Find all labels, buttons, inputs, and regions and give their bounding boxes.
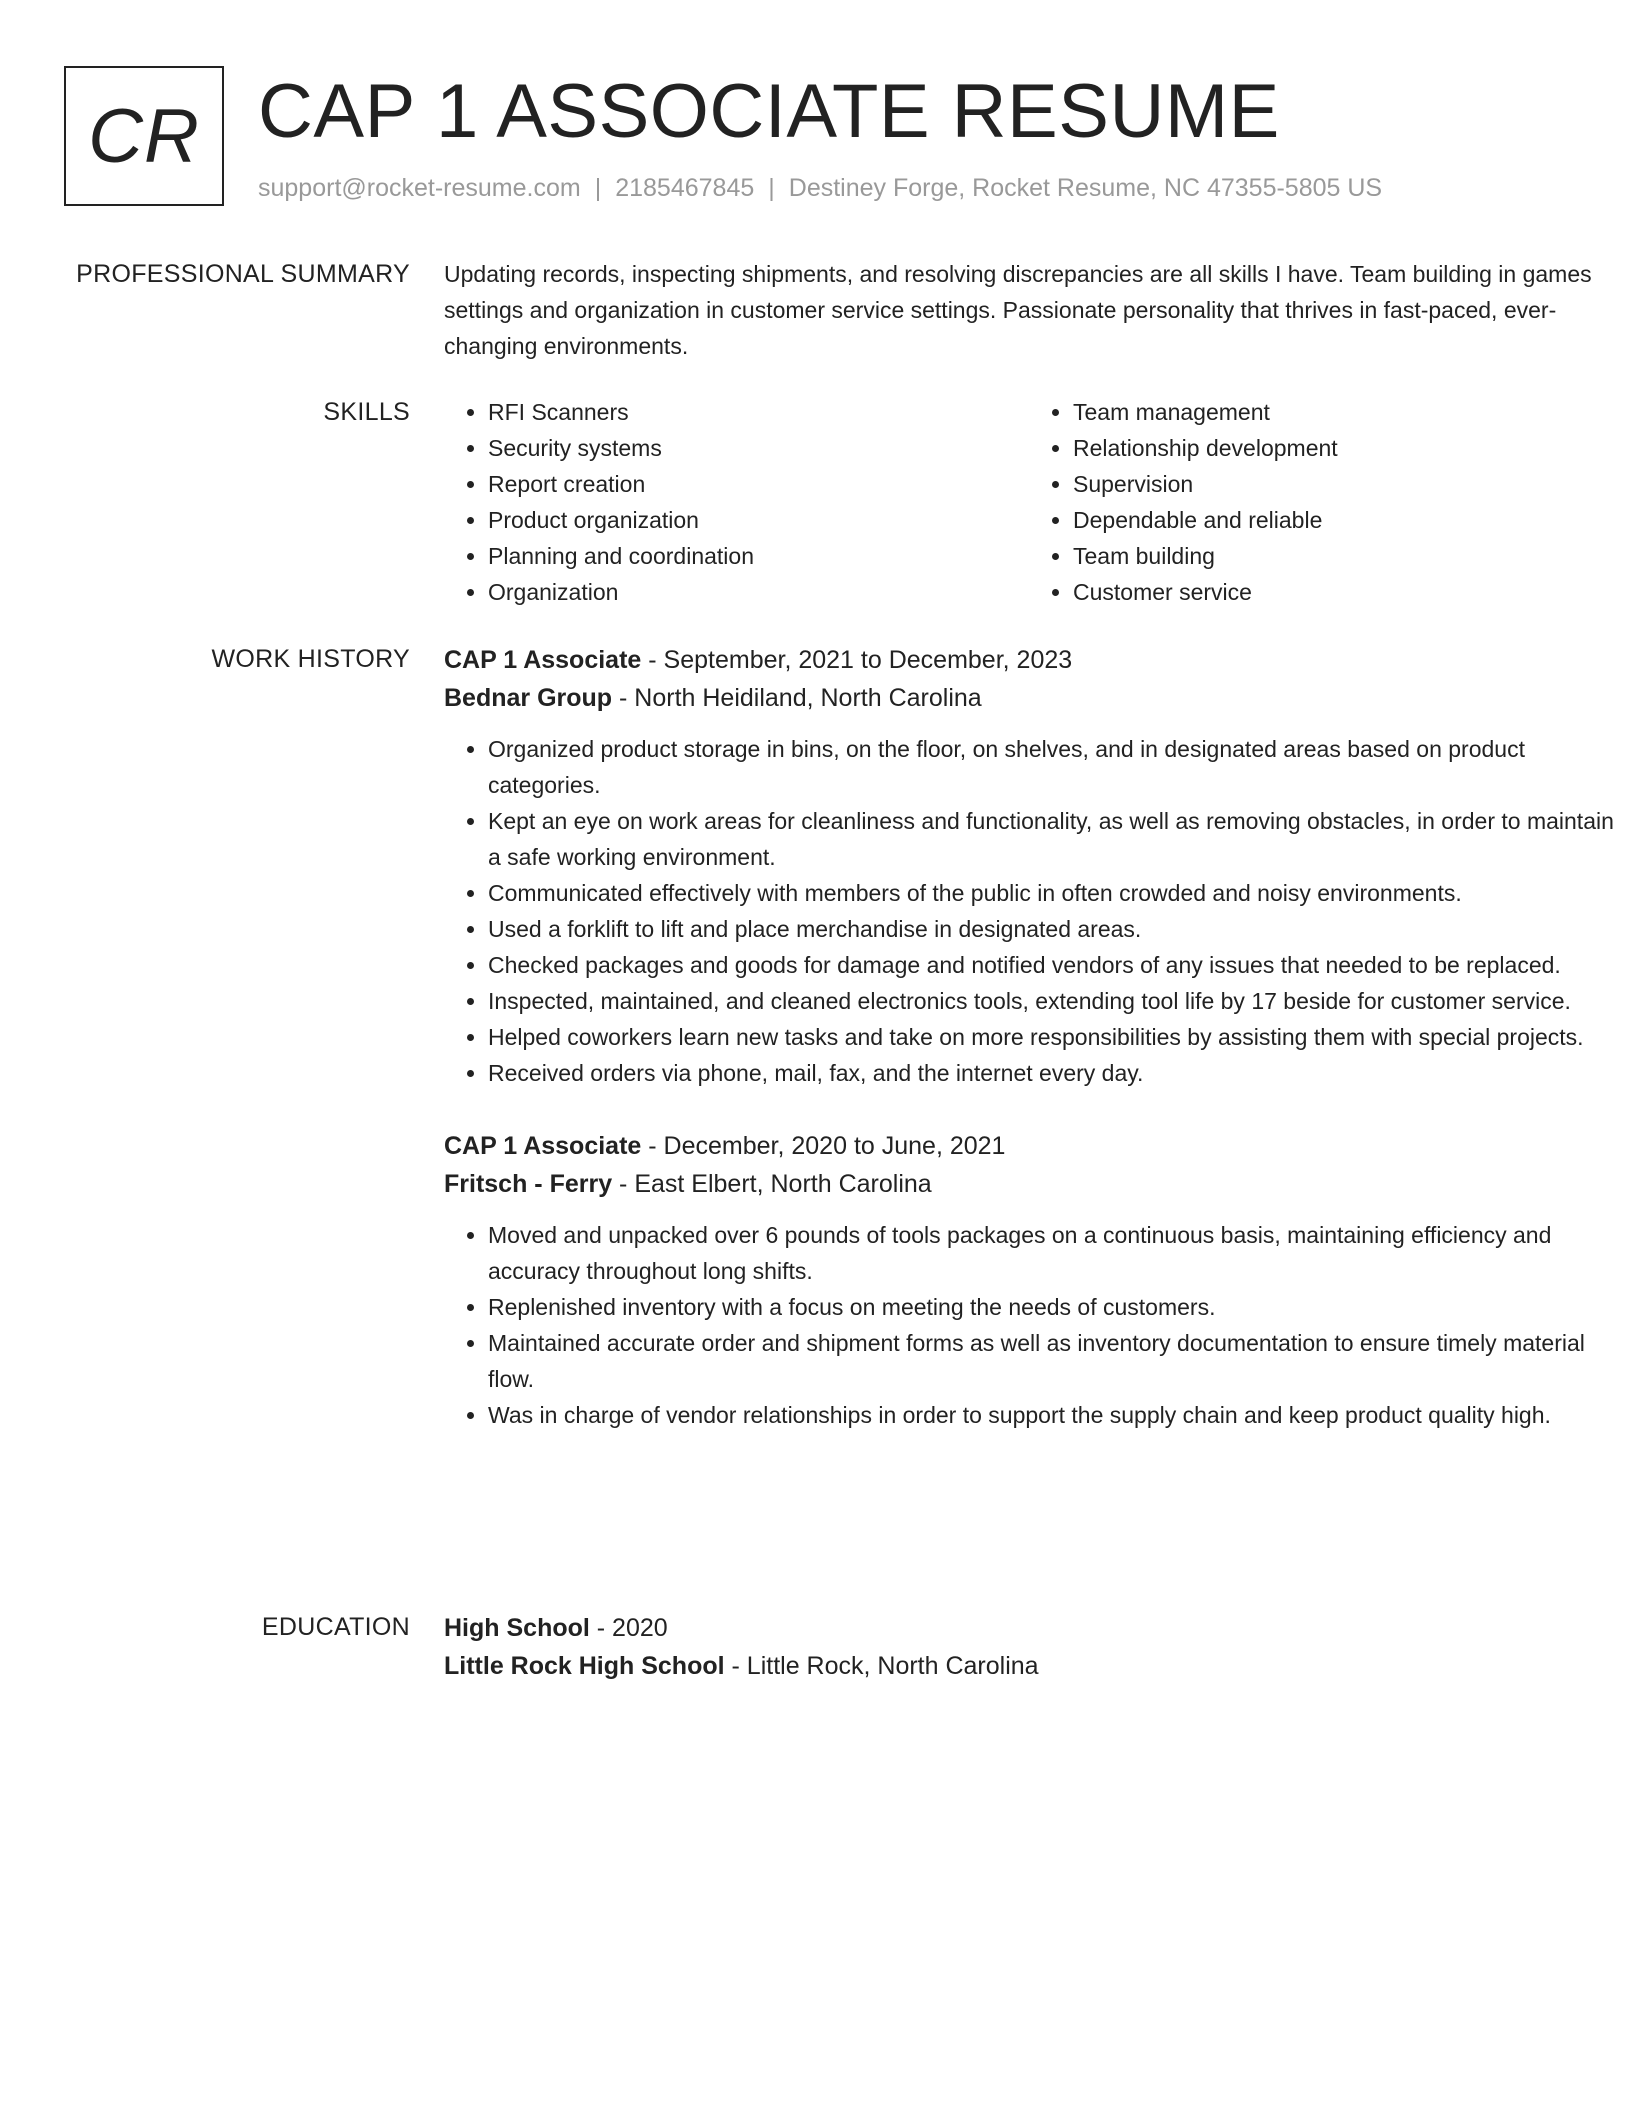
contact-address: Destiney Forge, Rocket Resume, NC 47355-5805 US xyxy=(788,174,1383,202)
job-bullet: • Maintained accurate order and shipment forms as well as inventory documentation to ensure timely material flow. xyxy=(488,1325,1614,1397)
monogram-logo: CR xyxy=(64,66,224,206)
job-entry xyxy=(444,641,1614,1091)
skills-list-right xyxy=(1029,394,1614,610)
contact-email[interactable]: support@rocket-resume.com xyxy=(258,174,581,202)
section-label-summary: PROFESSIONAL SUMMARY xyxy=(76,260,410,288)
job-dates: - December, 2020 to June, 2021 xyxy=(641,1132,1006,1160)
education-school-line xyxy=(444,1647,1614,1685)
job-title: CAP 1 Associate xyxy=(444,1132,642,1160)
skill-item: • Dependable and reliable xyxy=(1073,502,1614,538)
job-entry xyxy=(444,1127,1614,1433)
job-bullet: • Replenished inventory with a focus on meeting the needs of customers. xyxy=(488,1289,1614,1325)
job-bullet: • Received orders via phone, mail, fax, and the internet every day. xyxy=(488,1055,1614,1091)
job-bullet: • Used a forklift to lift and place merchandise in designated areas. xyxy=(488,911,1614,947)
page-title: CAP 1 ASSOCIATE RESUME xyxy=(258,69,1280,154)
skill-item: • Relationship development xyxy=(1073,430,1614,466)
job-location: - North Heidiland, North Carolina xyxy=(612,684,982,712)
section-label-education: EDUCATION xyxy=(261,1613,410,1641)
job-company-line xyxy=(444,1165,1614,1203)
resume-header xyxy=(64,66,1564,210)
job-bullets xyxy=(444,1217,1614,1433)
job-bullets xyxy=(444,731,1614,1091)
skills-body xyxy=(444,394,1614,610)
education-degree-line xyxy=(444,1609,1614,1647)
skill-item: • Customer service xyxy=(1073,574,1614,610)
contact-separator: | xyxy=(768,174,775,202)
skills-list-left xyxy=(444,394,1029,610)
education-location: - Little Rock, North Carolina xyxy=(724,1652,1039,1680)
summary-body xyxy=(444,256,1614,364)
education-degree: High School xyxy=(444,1614,590,1642)
section-label-skills: SKILLS xyxy=(323,398,410,426)
skill-item: • Security systems xyxy=(488,430,1029,466)
contact-phone[interactable]: 2185467845 xyxy=(615,174,755,202)
skill-item: • Planning and coordination xyxy=(488,538,1029,574)
job-title: CAP 1 Associate xyxy=(444,646,642,674)
skill-item: • RFI Scanners xyxy=(488,394,1029,430)
summary-text: Updating records, inspecting shipments, and resolving discrepancies are all skills I have. Team building in games settings and organization in customer service settings. Passionate personality that thrives in fast-paced, ever-changing environments. xyxy=(444,261,1592,359)
education-year: - 2020 xyxy=(589,1614,668,1642)
job-bullet: • Kept an eye on work areas for cleanliness and functionality, as well as removing obstacles, in order to maintain a safe working environment. xyxy=(488,803,1614,875)
skill-item: • Report creation xyxy=(488,466,1029,502)
job-bullet: • Organized product storage in bins, on the floor, on shelves, and in designated areas based on product categories. xyxy=(488,731,1614,803)
job-company: Bednar Group xyxy=(444,684,613,712)
skills-columns xyxy=(444,394,1614,610)
job-bullet: • Moved and unpacked over 6 pounds of tools packages on a continuous basis, maintaining efficiency and accuracy throughout long shifts. xyxy=(488,1217,1614,1289)
job-company: Fritsch - Ferry xyxy=(444,1170,613,1198)
contact-separator: | xyxy=(594,174,602,202)
contact-line xyxy=(258,172,1382,204)
section-label-work: WORK HISTORY xyxy=(211,645,410,673)
job-bullet: • Inspected, maintained, and cleaned electronics tools, extending tool life by 17 beside for customer service. xyxy=(488,983,1614,1019)
job-title-line xyxy=(444,1127,1614,1165)
job-bullet: • Checked packages and goods for damage and notified vendors of any issues that needed to be replaced. xyxy=(488,947,1614,983)
job-company-line xyxy=(444,679,1614,717)
skill-item: • Organization xyxy=(488,574,1029,610)
skill-item: • Team management xyxy=(1073,394,1614,430)
job-bullet: • Was in charge of vendor relationships in order to support the supply chain and keep product quality high. xyxy=(488,1397,1614,1433)
job-bullet: • Helped coworkers learn new tasks and take on more responsibilities by assisting them with special projects. xyxy=(488,1019,1614,1055)
work-body xyxy=(444,641,1614,1433)
job-bullet: • Communicated effectively with members of the public in often crowded and noisy environments. xyxy=(488,875,1614,911)
job-title-line xyxy=(444,641,1614,679)
job-dates: - September, 2021 to December, 2023 xyxy=(641,646,1073,674)
skill-item: • Team building xyxy=(1073,538,1614,574)
skill-item: • Product organization xyxy=(488,502,1029,538)
education-school: Little Rock High School xyxy=(444,1652,725,1680)
education-body xyxy=(444,1609,1614,1685)
skill-item: • Supervision xyxy=(1073,466,1614,502)
job-location: - East Elbert, North Carolina xyxy=(612,1170,932,1198)
